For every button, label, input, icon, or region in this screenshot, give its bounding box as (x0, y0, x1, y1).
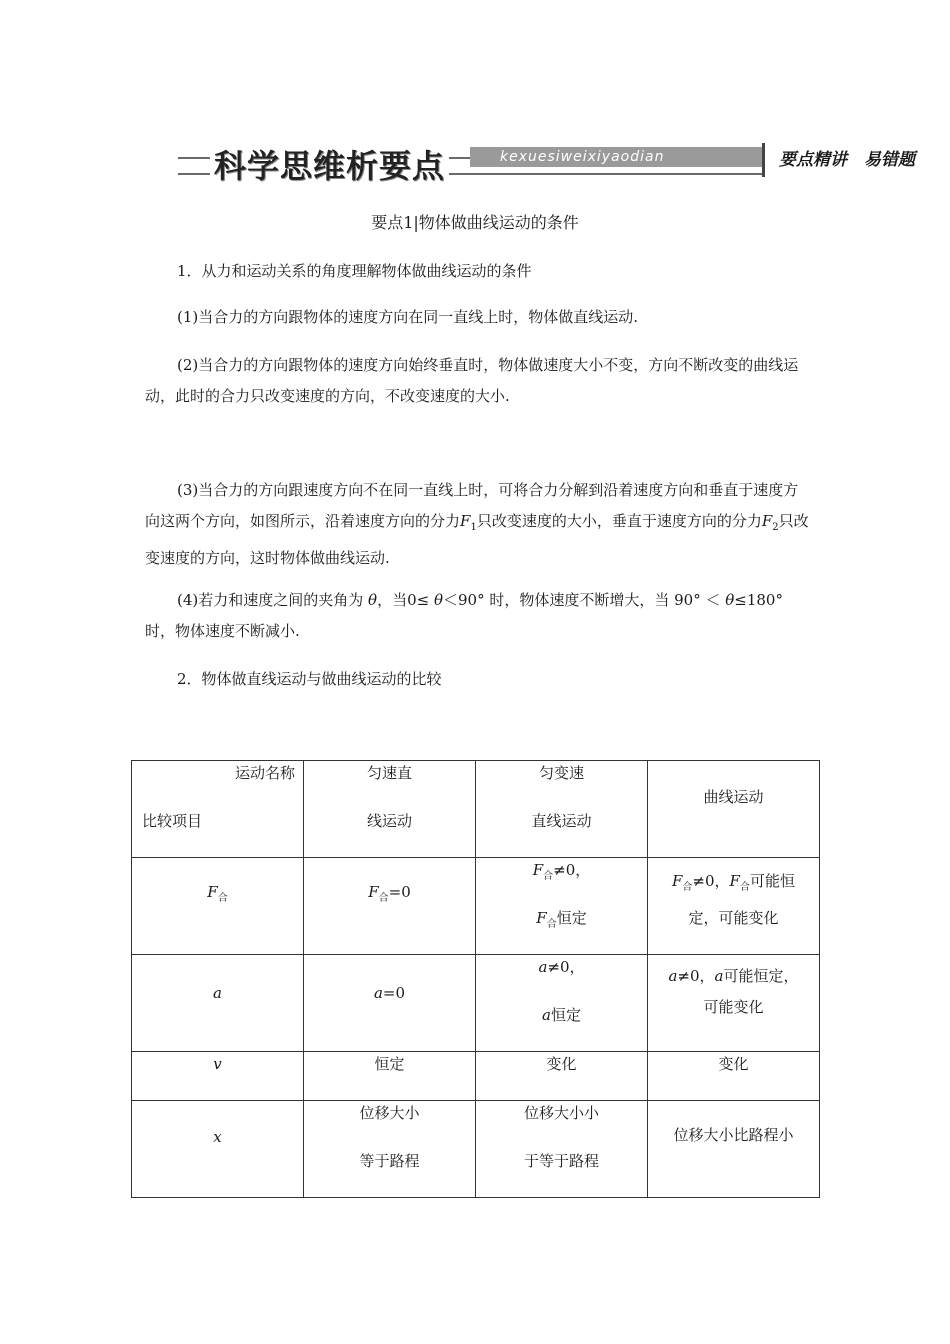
section-banner (178, 143, 950, 185)
text: 只改变速度的方向，这时物体做曲线运动. (145, 512, 809, 567)
symbol-F: F (532, 861, 544, 879)
symbol-x: x (213, 1128, 222, 1146)
table-cell (648, 955, 820, 1052)
cell-text: 恒定 (374, 1055, 405, 1073)
cell-text: =0 (388, 883, 411, 901)
symbol-a: a (668, 967, 678, 985)
header-text: 直线运动 (531, 812, 592, 830)
symbol-a: a (213, 984, 222, 1002)
header-text: 匀变速 (538, 764, 584, 782)
symbol-F: F (672, 872, 683, 890)
cell-text: ≠0， (547, 958, 585, 976)
symbol-theta: θ (433, 591, 443, 609)
paragraph-6: 2．物体做直线运动与做曲线运动的比较 (177, 670, 442, 688)
row-label-cell (132, 858, 304, 955)
cell-text: 变化 (546, 1055, 577, 1073)
cell-text: ≠0， (692, 872, 730, 890)
header-text: 曲线运动 (703, 788, 764, 806)
table-cell (648, 1101, 820, 1198)
table-cell (304, 858, 476, 955)
table-cell (476, 1052, 648, 1101)
subscript: 合 (378, 893, 389, 904)
symbol-a: a (538, 958, 548, 976)
table-row (132, 858, 820, 955)
table-header-cell (304, 761, 476, 858)
table-cell (304, 1101, 476, 1198)
cell-text: 于等于路程 (523, 1152, 599, 1170)
symbol-F: F (729, 872, 740, 890)
cell-text: 恒定 (550, 1006, 581, 1024)
cell-text: 位移大小小 (523, 1104, 599, 1122)
cell-text: 可能恒定， (723, 967, 799, 985)
subscript: 合 (217, 893, 228, 904)
section-heading: 要点1|物体做曲线运动的条件 (371, 213, 579, 232)
symbol-F: F (207, 883, 218, 901)
table-cell (476, 858, 648, 955)
table-cell (476, 1101, 648, 1198)
cell-text: 恒定 (556, 909, 587, 927)
cell-text: 等于路程 (359, 1152, 420, 1170)
paragraph-4 (145, 475, 810, 574)
table-header-cell (476, 761, 648, 858)
row-label-cell (132, 1052, 304, 1101)
banner-title: 科学思维析要点 (210, 141, 449, 187)
paragraph-3: (2)当合力的方向跟物体的速度方向始终垂直时，物体做速度大小不变，方向不断改变的曲线运动，此时的合力只改变速度的方向，不改变速度的大小. (145, 356, 799, 405)
cell-text: ≠0， (677, 967, 715, 985)
cell-text: =0 (382, 984, 406, 1002)
text: (3)当合力的方向跟速度方向不在同一直线上时，可将合力分解到沿着速度方向和垂直于速度方向这两个方向，如图所示，沿着速度方向的分力 (145, 481, 799, 530)
table-row (132, 761, 820, 858)
symbol-v: v (213, 1055, 222, 1073)
symbol-F: F (368, 883, 379, 901)
table-row (132, 1101, 820, 1198)
comparison-table (131, 760, 820, 1198)
banner-subtitle: 要点精讲 易错题 (762, 143, 950, 177)
text: 只改变速度的大小，垂直于速度方向的分力 (476, 512, 762, 530)
subscript: 1 (470, 522, 477, 533)
cell-text: 可能恒 (749, 872, 795, 890)
table-cell (476, 955, 648, 1052)
cell-text: 变化 (718, 1055, 749, 1073)
paragraph-1: 1．从力和运动关系的角度理解物体做曲线运动的条件 (177, 262, 532, 280)
subscript: 合 (739, 882, 750, 893)
text: ，当0≤ (377, 591, 434, 609)
cell-text: 位移大小比路程小 (673, 1126, 794, 1144)
symbol-theta: θ (368, 591, 378, 609)
header-text: 匀速直 (366, 764, 412, 782)
table-cell (304, 1052, 476, 1101)
symbol-F: F (536, 909, 547, 927)
cell-text: 定，可能变化 (688, 909, 779, 927)
text: (4)若力和速度之间的夹角为 (177, 591, 369, 609)
symbol-a: a (714, 967, 724, 985)
corner-top-label: 运动名称 (234, 764, 295, 782)
banner-pinyin: kexuesiweixiyaodian (470, 147, 764, 167)
text: ＜90° 时，物体速度不断增大，当 90° ＜ (442, 591, 726, 609)
row-label-cell (132, 955, 304, 1052)
symbol-theta: θ (725, 591, 735, 609)
table-cell (648, 858, 820, 955)
symbol-a: a (542, 1006, 551, 1024)
paragraph-2: (1)当合力的方向跟物体的速度方向在同一直线上时，物体做直线运动. (177, 308, 639, 326)
corner-bottom-label: 比较项目 (142, 812, 203, 830)
table-row (132, 1052, 820, 1101)
table-cell (304, 955, 476, 1052)
symbol-F2: F (761, 512, 773, 530)
cell-text: 位移大小 (359, 1104, 420, 1122)
row-label-cell (132, 1101, 304, 1198)
table-header-cell (648, 761, 820, 858)
cell-text: 可能变化 (703, 998, 764, 1016)
subscript: 合 (546, 919, 557, 930)
table-corner-cell (132, 761, 304, 858)
symbol-F1: F (460, 512, 471, 530)
table-cell (648, 1052, 820, 1101)
cell-text: ≠0， (553, 861, 591, 879)
header-text: 线运动 (366, 812, 412, 830)
symbol-a: a (373, 984, 383, 1002)
text: ≤180° 时，物体速度不断减小. (145, 591, 783, 640)
subscript: 合 (682, 882, 693, 893)
paragraph-5 (145, 585, 810, 647)
table-row (132, 955, 820, 1052)
subscript: 2 (772, 522, 779, 533)
subscript: 合 (543, 871, 554, 882)
